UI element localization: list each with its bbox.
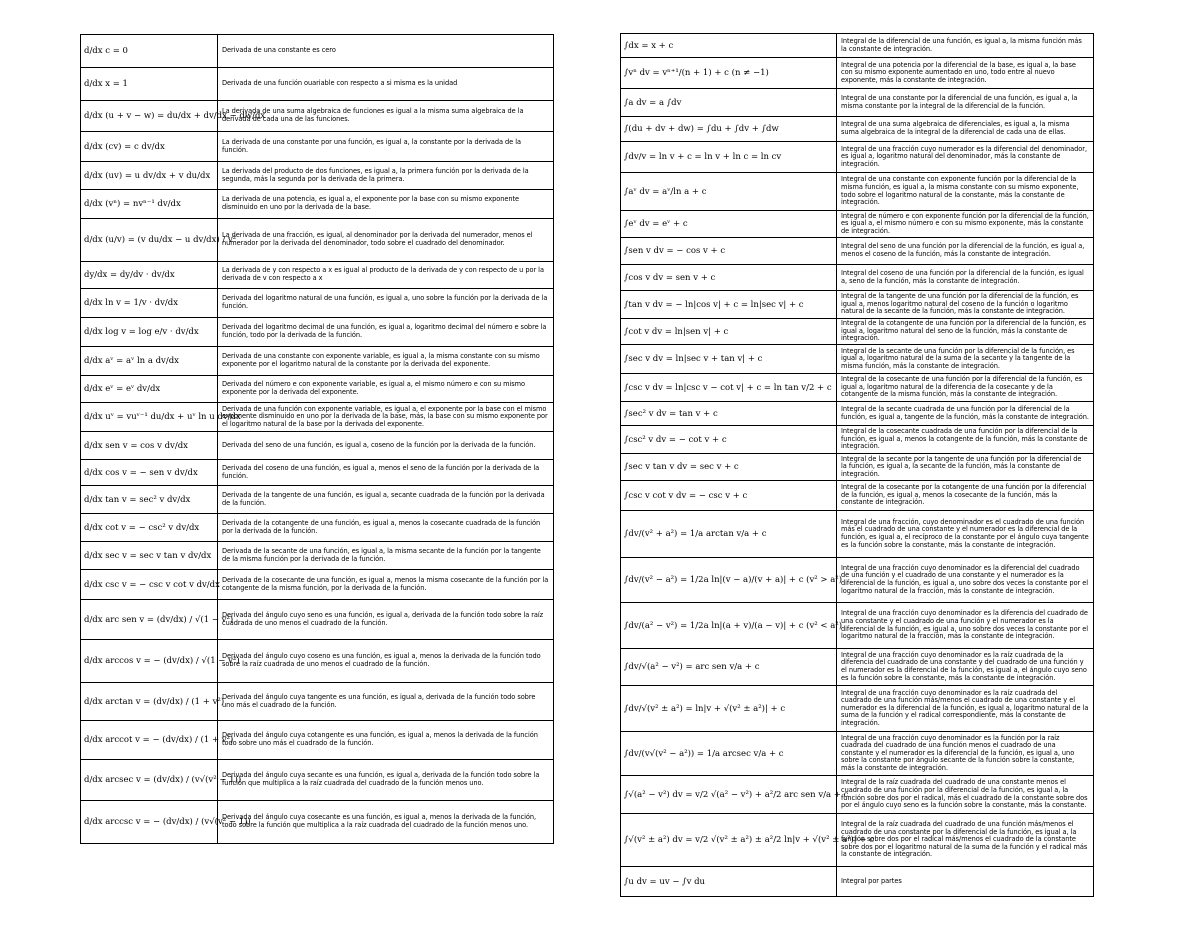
formula-cell: ∫dx = x + c bbox=[621, 34, 837, 58]
description-cell: Derivada de una constante es cero bbox=[218, 35, 554, 68]
table-row bbox=[81, 640, 554, 683]
formula-cell: d/dx arccot v = − (dv/dx) / (1 + v²) bbox=[81, 721, 218, 760]
formula-cell: ∫csc v dv = ln|csc v − cot v| + c = ln tan v/2 + c bbox=[621, 374, 837, 402]
description-cell: La derivada de una fracción, es igual, al denominador por la derivada del numerador, menos el numerador por la derivada del denominador, todo sobre el cuadrado del denominador. bbox=[218, 219, 554, 262]
description-cell: Integral de la cosecante de una función por la diferencial de la función, es igual a, logaritmo natural de la diferencia de la cosecante y de la cotangente de la misma función, más la constante de integración. bbox=[837, 374, 1094, 402]
formula-cell: ∫csc² v dv = − cot v + c bbox=[621, 426, 837, 454]
derivatives-table bbox=[80, 34, 554, 844]
description-cell: Derivada de la cotangente de una función, es igual a, menos la cosecante cuadrada de la función por la derivada de la función. bbox=[218, 514, 554, 542]
description-cell: La derivada del producto de dos funciones, es igual a, la primera función por la derivada de la segunda, más la segunda por la derivada de la primera. bbox=[218, 162, 554, 190]
formula-cell: ∫sec v dv = ln|sec v + tan v| + c bbox=[621, 345, 837, 374]
table-row bbox=[81, 35, 554, 68]
formula-cell: d/dx aᵛ = aᵛ ln a dv/dx bbox=[81, 347, 218, 376]
formula-cell: d/dx csc v = − csc v cot v dv/dx bbox=[81, 570, 218, 600]
formula-cell: ∫cot v dv = ln|sen v| + c bbox=[621, 319, 837, 345]
table-row bbox=[621, 319, 1094, 345]
description-cell: Derivada del ángulo cuyo coseno es una función, es igual a, menos la derivada de la función todo sobre la raíz cuadrada de uno menos el cuadrado de la función. bbox=[218, 640, 554, 683]
table-row bbox=[621, 238, 1094, 265]
formula-cell: d/dx arctan v = (dv/dx) / (1 + v²) bbox=[81, 683, 218, 721]
integrals-table bbox=[620, 33, 1094, 897]
table-row bbox=[81, 347, 554, 376]
description-cell: Integral por partes bbox=[837, 867, 1094, 897]
table-row bbox=[81, 514, 554, 542]
table-row bbox=[81, 219, 554, 262]
table-row bbox=[81, 162, 554, 190]
table-row bbox=[621, 558, 1094, 603]
table-row bbox=[621, 173, 1094, 211]
formula-cell: d/dx arccsc v = − (dv/dx) / (v√(v² − 1)) bbox=[81, 801, 218, 844]
description-cell: Derivada de la tangente de una función, es igual a, secante cuadrada de la función por la derivada de la función. bbox=[218, 486, 554, 514]
table-row bbox=[621, 649, 1094, 686]
table-row bbox=[621, 511, 1094, 558]
table-row bbox=[81, 801, 554, 844]
formula-cell: ∫u dv = uv − ∫v du bbox=[621, 867, 837, 897]
formula-cell: ∫csc v cot v dv = − csc v + c bbox=[621, 481, 837, 511]
description-cell: Integral del coseno de una función por la diferencial de la función, es igual a, seno de la función, más la constante de integración. bbox=[837, 265, 1094, 291]
description-cell: Integral de la raíz cuadrada del cuadrado de una función más/menos el cuadrado de una constante por la diferencial de la función, es igual a, la función sobre dos por el radical más/menos el cuadrado de la constante sobre dos por el logaritmo natural de la suma de la función y el radical más la constante de integración. bbox=[837, 814, 1094, 867]
description-cell: Integral de una suma algebraica de diferenciales, es igual a, la misma suma algebraica de la integral de la diferencial de cada una de ellas. bbox=[837, 117, 1094, 142]
description-cell: Integral de una constante por la diferencial de una función, es igual a, la misma constante por la integral de la diferencial de la función. bbox=[837, 89, 1094, 117]
description-cell: Derivada del ángulo cuyo seno es una función, es igual a, derivada de la función todo sobre la raíz cuadrada de uno menos el cuadrado de la función. bbox=[218, 600, 554, 640]
table-row bbox=[81, 101, 554, 132]
table-row bbox=[81, 721, 554, 760]
description-cell: Integral de una constante con exponente función por la diferencial de la misma función, es igual a, la misma constante con su mismo exponente, todo sobre el logaritmo natural de la constante, más la constante de integración. bbox=[837, 173, 1094, 211]
formula-cell: d/dx (cv) = c dv/dx bbox=[81, 132, 218, 162]
table-row bbox=[81, 403, 554, 432]
table-row bbox=[81, 570, 554, 600]
table-row bbox=[621, 732, 1094, 776]
table-row bbox=[621, 426, 1094, 454]
formula-cell: ∫eᵛ dv = eᵛ + c bbox=[621, 211, 837, 238]
description-cell: Integral del seno de una función por la diferencial de la función, es igual a, menos el coseno de la función, más la constante de integración. bbox=[837, 238, 1094, 265]
formula-cell: d/dx sen v = cos v dv/dx bbox=[81, 432, 218, 460]
description-cell: La derivada de una suma algebraica de funciones es igual a la misma suma algebraica de la derivada de cada una de las funciones. bbox=[218, 101, 554, 132]
formula-cell: d/dx sec v = sec v tan v dv/dx bbox=[81, 542, 218, 570]
description-cell: Derivada del seno de una función, es igual a, coseno de la función por la derivada de la función. bbox=[218, 432, 554, 460]
description-cell: Integral de la secante cuadrada de una función por la diferencial de la función, es igual a, tangente de la función, más la constante de integración. bbox=[837, 402, 1094, 426]
table-row bbox=[621, 481, 1094, 511]
formula-cell: d/dx cot v = − csc² v dv/dx bbox=[81, 514, 218, 542]
table-row bbox=[621, 265, 1094, 291]
table-row bbox=[621, 686, 1094, 732]
formula-cell: ∫dv/(a² − v²) = 1/2a ln|(a + v)/(a − v)| + c (v² < a²) bbox=[621, 603, 837, 649]
description-cell: Derivada del logaritmo natural de una función, es igual a, uno sobre la función por la derivada de la función. bbox=[218, 289, 554, 318]
formula-cell: ∫vⁿ dv = vⁿ⁺¹/(n + 1) + c (n ≠ −1) bbox=[621, 58, 837, 89]
description-cell: Integral de la diferencial de una función, es igual a, la misma función más la constante de integración. bbox=[837, 34, 1094, 58]
description-cell: La derivada de y con respecto a x es igual al producto de la derivada de y con respecto de u por la derivada de v con respecto a x bbox=[218, 262, 554, 289]
formula-cell: ∫dv/(v² − a²) = 1/2a ln|(v − a)/(v + a)| + c (v² > a²) bbox=[621, 558, 837, 603]
description-cell: Integral de la secante por la tangente de una función por la diferencial de la función, es igual a, la secante de la función, más la constante de integración. bbox=[837, 454, 1094, 481]
formula-cell: dy/dx = dy/dv · dv/dx bbox=[81, 262, 218, 289]
description-cell: Derivada de una función con exponente variable, es igual a, el exponente por la base con el mismo exponente disminuido en uno por la derivada de la base, más, la base con su mismo exponente por el logaritmo natural de la base por la derivada del exponente. bbox=[218, 403, 554, 432]
table-row bbox=[81, 432, 554, 460]
description-cell: Integral de la tangente de una función por la diferencial de la función, es igual a, menos logaritmo natural del coseno de la función o logaritmo natural de la secante de la función, más la constante de integración. bbox=[837, 291, 1094, 319]
formula-cell: d/dx arc sen v = (dv/dx) / √(1 − v²) bbox=[81, 600, 218, 640]
formula-cell: d/dx (vⁿ) = nvⁿ⁻¹ dv/dx bbox=[81, 190, 218, 219]
formula-cell: ∫dv/√(a² − v²) = arc sen v/a + c bbox=[621, 649, 837, 686]
formula-cell: ∫dv/v = ln v + c = ln v + ln c = ln cv bbox=[621, 142, 837, 173]
table-row bbox=[81, 683, 554, 721]
formula-cell: ∫tan v dv = − ln|cos v| + c = ln|sec v| + c bbox=[621, 291, 837, 319]
table-row bbox=[81, 760, 554, 801]
table-row bbox=[621, 867, 1094, 897]
formula-cell: ∫(du + dv + dw) = ∫du + ∫dv + ∫dw bbox=[621, 117, 837, 142]
table-row bbox=[621, 374, 1094, 402]
table-row bbox=[81, 600, 554, 640]
table-row bbox=[81, 542, 554, 570]
description-cell: Derivada del logaritmo decimal de una función, es igual a, logaritmo decimal del número e sobre la función, todo por la derivada de la función. bbox=[218, 318, 554, 347]
formula-cell: ∫dv/√(v² ± a²) = ln|v + √(v² ± a²)| + c bbox=[621, 686, 837, 732]
formula-cell: ∫a dv = a ∫dv bbox=[621, 89, 837, 117]
description-cell: Integral de la raíz cuadrada del cuadrado de una constante menos el cuadrado de una función por la diferencial de la función, es igual a, la función sobre dos por el radical, más el cuadrado de la constante sobre dos por el ángulo cuyo seno es la función sobre la constante, más la constante. bbox=[837, 776, 1094, 814]
formula-cell: d/dx cos v = − sen v dv/dx bbox=[81, 460, 218, 486]
table-row bbox=[81, 262, 554, 289]
description-cell: Integral de una fracción cuyo denominador es la raíz cuadrada de la diferencia del cuadrado de una constante y del cuadrado de una función y el numerador es la diferencial de la función, es igual a, el ángulo cuyo seno es la función sobre la constante, más la constante de integración. bbox=[837, 649, 1094, 686]
formula-cell: d/dx (u/v) = (v du/dx − u dv/dx) / v² bbox=[81, 219, 218, 262]
table-row bbox=[81, 460, 554, 486]
formula-cell: ∫√(a² − v²) dv = v/2 √(a² − v²) + a²/2 arc sen v/a + c bbox=[621, 776, 837, 814]
table-row bbox=[621, 211, 1094, 238]
formula-cell: d/dx x = 1 bbox=[81, 68, 218, 101]
table-row bbox=[81, 486, 554, 514]
table-row bbox=[81, 132, 554, 162]
description-cell: Derivada del ángulo cuya cotangente es una función, es igual a, menos la derivada de la función todo sobre uno más el cuadrado de la función. bbox=[218, 721, 554, 760]
table-row bbox=[81, 376, 554, 403]
formula-cell: ∫sen v dv = − cos v + c bbox=[621, 238, 837, 265]
formula-cell: d/dx tan v = sec² v dv/dx bbox=[81, 486, 218, 514]
description-cell: Integral de la cotangente de una función por la diferencial de la función, es igual a, logaritmo natural del seno de la función, más la constante de integración. bbox=[837, 319, 1094, 345]
description-cell: Integral de número e con exponente función por la diferencial de la función, es igual a, el mismo número e con su mismo exponente, más la constante de integración. bbox=[837, 211, 1094, 238]
formula-cell: d/dx arcsec v = (dv/dx) / (v√(v² − 1)) bbox=[81, 760, 218, 801]
formula-cell: d/dx log v = log e/v · dv/dx bbox=[81, 318, 218, 347]
description-cell: Integral de una potencia por la diferencial de la base, es igual a, la base con su mismo exponente aumentado en uno, todo entre al nuevo exponente, más la constante de integración. bbox=[837, 58, 1094, 89]
table-row bbox=[81, 318, 554, 347]
formula-cell: ∫√(v² ± a²) dv = v/2 √(v² ± a²) ± a²/2 ln|v + √(v² ± a²)| + c bbox=[621, 814, 837, 867]
table-row bbox=[621, 402, 1094, 426]
formula-cell: ∫dv/(v√(v² − a²)) = 1/a arcsec v/a + c bbox=[621, 732, 837, 776]
description-cell: Derivada de una función ouariable con respecto a si misma es la unidad bbox=[218, 68, 554, 101]
table-row bbox=[621, 142, 1094, 173]
description-cell: Derivada del ángulo cuya cosecante es una función, es igual a, menos la derivada de la función, todo sobre la función que multiplica a la raíz cuadrada del cuadrado de la función menos uno. bbox=[218, 801, 554, 844]
table-row bbox=[621, 34, 1094, 58]
formula-cell: ∫sec v tan v dv = sec v + c bbox=[621, 454, 837, 481]
table-row bbox=[621, 89, 1094, 117]
description-cell: Integral de la secante de una función por la diferencial de la función, es igual a, logaritmo natural de la suma de la secante y la tangente de la misma función, más la constante de integración. bbox=[837, 345, 1094, 374]
description-cell: Derivada de la cosecante de una función, es igual a, menos la misma cosecante de la función por la cotangente de la misma función, por la derivada de la función. bbox=[218, 570, 554, 600]
description-cell: Derivada del ángulo cuya tangente es una función, es igual a, derivada de la función todo sobre uno más el cuadrado de la función. bbox=[218, 683, 554, 721]
formula-cell: ∫dv/(v² + a²) = 1/a arctan v/a + c bbox=[621, 511, 837, 558]
description-cell: Integral de una fracción cuyo denominador es la función por la raíz cuadrada del cuadrado de una función menos el cuadrado de una constante y el numerador es la diferencial de la función, es igual a, uno sobre la constante por ángulo secante de la función sobre la constante, más la constante de integración. bbox=[837, 732, 1094, 776]
description-cell: Integral de una fracción cuyo numerador es la diferencial del denominador, es igual a, logaritmo natural del denominador, más la constante de integración. bbox=[837, 142, 1094, 173]
table-row bbox=[621, 117, 1094, 142]
table-row bbox=[81, 289, 554, 318]
table-row bbox=[621, 291, 1094, 319]
description-cell: Integral de una fracción, cuyo denominador es el cuadrado de una función más el cuadrado de una constante y el numerador es la diferencial de la función, es igual a, el recíproco de la constante por el ángulo cuya tangente es la función sobre la constante, más la constante de integración. bbox=[837, 511, 1094, 558]
description-cell: La derivada de una potencia, es igual a, el exponente por la base con su mismo exponente disminuido en uno por la derivada de la base. bbox=[218, 190, 554, 219]
description-cell: La derivada de una constante por una función, es igual a, la constante por la derivada de la función. bbox=[218, 132, 554, 162]
formula-cell: d/dx arccos v = − (dv/dx) / √(1 − v²) bbox=[81, 640, 218, 683]
description-cell: Integral de una fracción cuyo denominador es la diferencial del cuadrado de una función y el cuadrado de una constante y el numerador es la diferencial de la función, es igual a, uno sobre dos veces la constante por el logaritmo natural de la fracción, más la constante de integración. bbox=[837, 558, 1094, 603]
table-row bbox=[621, 776, 1094, 814]
formula-cell: d/dx uᵛ = vuᵛ⁻¹ du/dx + uᵛ ln u dv/dx bbox=[81, 403, 218, 432]
table-row bbox=[81, 190, 554, 219]
description-cell: Derivada del número e con exponente variable, es igual a, el mismo número e con su mismo exponente por la derivada del exponente. bbox=[218, 376, 554, 403]
description-cell: Integral de una fracción cuyo denominador es la raíz cuadrada del cuadrado de una función más/menos el cuadrado de una constante y el numerador es la diferencial de la función, es igual a, logaritmo natural de la suma de la función y el radical correspondiente, más la constante de integración. bbox=[837, 686, 1094, 732]
description-cell: Derivada de la secante de una función, es igual a, la misma secante de la función por la tangente de la misma función por la derivada de la función. bbox=[218, 542, 554, 570]
table-row bbox=[621, 814, 1094, 867]
formula-cell: d/dx eᵛ = eᵛ dv/dx bbox=[81, 376, 218, 403]
description-cell: Derivada del ángulo cuya secante es una función, es igual a, derivada de la función todo sobre la función que multiplica a la raíz cuadrada del cuadrado de la función menos uno. bbox=[218, 760, 554, 801]
description-cell: Integral de la cosecante por la cotangente de una función por la diferencial de la función, es igual a, menos la cosecante de la función, más la constante de integración. bbox=[837, 481, 1094, 511]
table-row bbox=[621, 454, 1094, 481]
formula-cell: d/dx c = 0 bbox=[81, 35, 218, 68]
formula-cell: d/dx (uv) = u dv/dx + v du/dx bbox=[81, 162, 218, 190]
formula-cell: ∫sec² v dv = tan v + c bbox=[621, 402, 837, 426]
formula-cell: ∫aᵛ dv = aᵛ/ln a + c bbox=[621, 173, 837, 211]
description-cell: Derivada de una constante con exponente variable, es igual a, la misma constante con su mismo exponente por el logaritmo natural de la constante por la derivada del exponente. bbox=[218, 347, 554, 376]
table-row bbox=[621, 345, 1094, 374]
description-cell: Derivada del coseno de una función, es igual a, menos el seno de la función por la derivada de la función. bbox=[218, 460, 554, 486]
formula-cell: ∫cos v dv = sen v + c bbox=[621, 265, 837, 291]
formula-cell: d/dx (u + v − w) = du/dx + dv/dx − dw/dx bbox=[81, 101, 218, 132]
description-cell: Integral de una fracción cuyo denominador es la diferencia del cuadrado de una constante y el cuadrado de una función y el numerador es la diferencial de la función, es igual a, uno sobre dos veces la constante por el logaritmo natural de la fracción, más la constante de integración. bbox=[837, 603, 1094, 649]
table-row bbox=[621, 58, 1094, 89]
description-cell: Integral de la cosecante cuadrada de una función por la diferencial de la función, es igual a, menos la cotangente de la función, más la constante de integración. bbox=[837, 426, 1094, 454]
formula-cell: d/dx ln v = 1/v · dv/dx bbox=[81, 289, 218, 318]
table-row bbox=[81, 68, 554, 101]
table-row bbox=[621, 603, 1094, 649]
